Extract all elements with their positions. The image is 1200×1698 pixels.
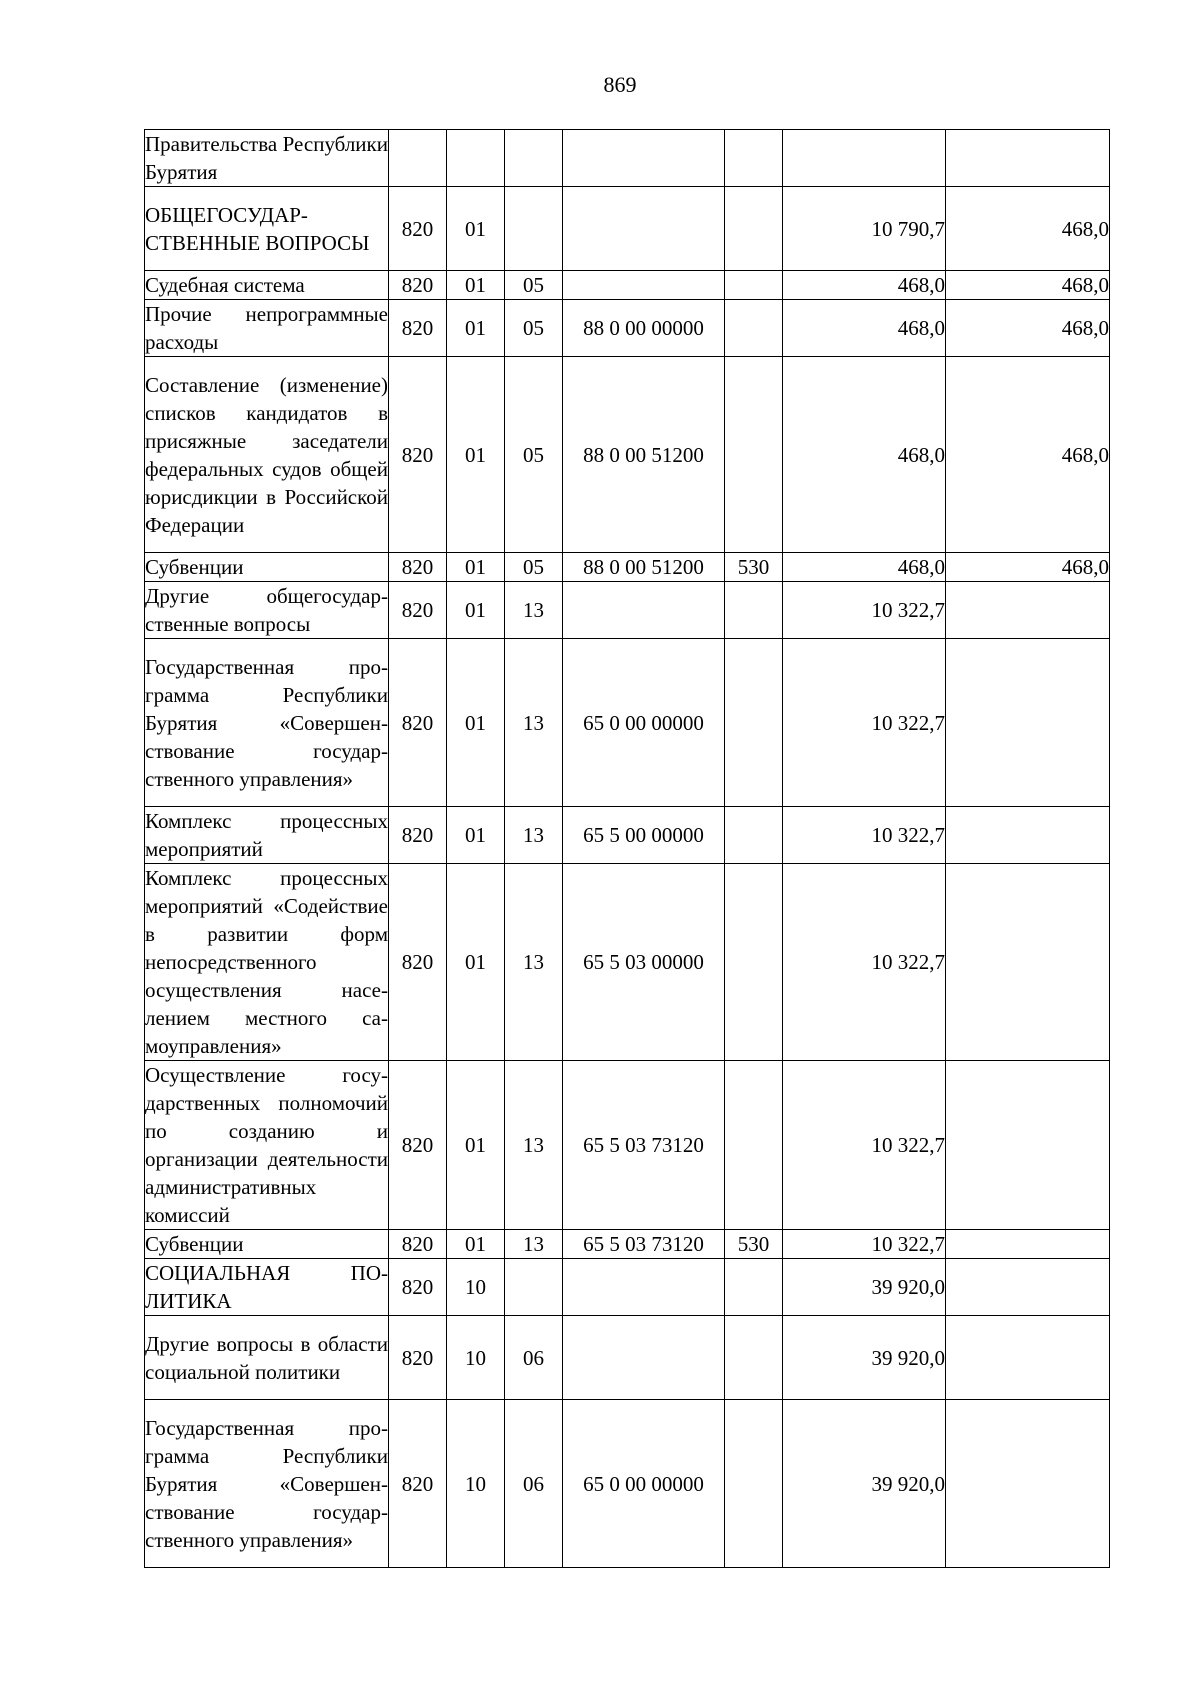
cell-subsection [505,187,563,271]
cell-subsection: 13 [505,639,563,807]
cell-amount-2 [946,1259,1110,1316]
cell-admin: 820 [389,864,447,1061]
cell-admin: 820 [389,1061,447,1230]
cell-amount-1: 39 920,0 [783,1316,946,1400]
cell-subsection: 05 [505,271,563,300]
cell-amount-2 [946,582,1110,639]
cell-amount-1: 10 322,7 [783,864,946,1061]
cell-expense-type [725,187,783,271]
table-row [145,300,1110,357]
cell-amount-2 [946,864,1110,1061]
cell-admin: 820 [389,807,447,864]
cell-section [447,130,505,187]
cell-subsection: 05 [505,553,563,582]
page-number: 869 [603,72,637,97]
cell-expense-type: 530 [725,553,783,582]
cell-target-article [563,187,725,271]
row-name: Осуществление государственных полномочий по созданию и организации деятельности административных комиссий [145,1061,389,1230]
cell-expense-type: 530 [725,1230,783,1259]
cell-section: 01 [447,639,505,807]
table-row [145,1316,1110,1400]
row-name: Прочие непрограммные расходы [145,300,389,357]
cell-admin: 820 [389,1316,447,1400]
row-name: Государственная программа Республики Бурятия «Совершенствование государственного управления» [145,639,389,807]
cell-admin: 820 [389,582,447,639]
cell-amount-2 [946,1230,1110,1259]
cell-admin: 820 [389,357,447,553]
cell-target-article [563,1316,725,1400]
cell-amount-2 [946,1316,1110,1400]
table-row [145,639,1110,807]
cell-admin [389,130,447,187]
cell-expense-type [725,357,783,553]
cell-amount-1: 10 322,7 [783,1230,946,1259]
cell-amount-1: 10 322,7 [783,807,946,864]
table-row [145,1400,1110,1568]
cell-amount-2: 468,0 [946,553,1110,582]
cell-amount-2 [946,1400,1110,1568]
cell-admin: 820 [389,1230,447,1259]
cell-expense-type [725,1316,783,1400]
cell-subsection: 13 [505,1061,563,1230]
cell-target-article: 65 0 00 00000 [563,639,725,807]
cell-target-article [563,130,725,187]
cell-subsection [505,130,563,187]
row-name: Государственная программа Республики Бурятия «Совершенствование государственного управления» [145,1400,389,1568]
cell-section: 01 [447,807,505,864]
row-name: Субвенции [145,553,389,582]
cell-expense-type [725,807,783,864]
cell-amount-2 [946,639,1110,807]
cell-expense-type [725,271,783,300]
cell-expense-type [725,1061,783,1230]
row-name: Другие вопросы в области социальной политики [145,1316,389,1400]
cell-admin: 820 [389,1400,447,1568]
table-row [145,187,1110,271]
row-name: Комплекс процессных мероприятий «Содействие в развитии форм непосредственного осуществления населением местного самоуправления» [145,864,389,1061]
row-name: ОБЩЕГОСУДАРСТВЕННЫЕ ВОПРОСЫ [145,187,389,271]
cell-target-article: 65 5 03 73120 [563,1061,725,1230]
cell-section: 10 [447,1400,505,1568]
cell-section: 01 [447,1230,505,1259]
cell-expense-type [725,1259,783,1316]
table-row [145,1230,1110,1259]
row-name: Субвенции [145,1230,389,1259]
cell-amount-1: 10 322,7 [783,639,946,807]
table-row [145,130,1110,187]
cell-amount-1: 468,0 [783,271,946,300]
table-row [145,807,1110,864]
cell-amount-2: 468,0 [946,300,1110,357]
cell-subsection: 05 [505,300,563,357]
cell-amount-1: 39 920,0 [783,1400,946,1568]
cell-expense-type [725,639,783,807]
cell-section: 10 [447,1316,505,1400]
cell-section: 01 [447,1061,505,1230]
cell-amount-1 [783,130,946,187]
cell-amount-1: 468,0 [783,553,946,582]
cell-subsection [505,1259,563,1316]
cell-subsection: 06 [505,1400,563,1568]
cell-subsection: 06 [505,1316,563,1400]
row-name: СОЦИАЛЬНАЯ ПОЛИТИКА [145,1259,389,1316]
cell-target-article: 88 0 00 00000 [563,300,725,357]
cell-admin: 820 [389,187,447,271]
cell-amount-2: 468,0 [946,271,1110,300]
cell-section: 01 [447,271,505,300]
cell-subsection: 13 [505,582,563,639]
cell-target-article: 88 0 00 51200 [563,553,725,582]
table-row [145,582,1110,639]
cell-subsection: 13 [505,1230,563,1259]
cell-subsection: 05 [505,357,563,553]
cell-amount-2 [946,130,1110,187]
cell-admin: 820 [389,271,447,300]
cell-section: 01 [447,864,505,1061]
cell-amount-1: 468,0 [783,357,946,553]
cell-amount-1: 468,0 [783,300,946,357]
row-name: Комплекс процессных мероприятий [145,807,389,864]
cell-amount-1: 10 322,7 [783,582,946,639]
cell-subsection: 13 [505,807,563,864]
cell-expense-type [725,864,783,1061]
table-row [145,1259,1110,1316]
cell-amount-1: 39 920,0 [783,1259,946,1316]
cell-section: 01 [447,582,505,639]
cell-section: 01 [447,187,505,271]
cell-amount-2 [946,807,1110,864]
table-row [145,553,1110,582]
cell-subsection: 13 [505,864,563,1061]
row-name: Составление (изменение) списков кандидатов в присяжные заседатели федеральных судов общей юрисдикции в Российской Федерации [145,357,389,553]
table-row [145,271,1110,300]
cell-amount-1: 10 790,7 [783,187,946,271]
cell-expense-type [725,1400,783,1568]
cell-amount-2: 468,0 [946,187,1110,271]
budget-table [144,129,1110,1568]
cell-amount-2 [946,1061,1110,1230]
row-name: Правительства Республики Бурятия [145,130,389,187]
cell-target-article [563,582,725,639]
cell-target-article: 88 0 00 51200 [563,357,725,553]
cell-target-article [563,271,725,300]
cell-amount-2: 468,0 [946,357,1110,553]
cell-expense-type [725,582,783,639]
cell-amount-1: 10 322,7 [783,1061,946,1230]
cell-admin: 820 [389,639,447,807]
cell-section: 01 [447,300,505,357]
cell-section: 10 [447,1259,505,1316]
cell-expense-type [725,300,783,357]
cell-admin: 820 [389,553,447,582]
cell-target-article: 65 5 00 00000 [563,807,725,864]
cell-target-article: 65 5 03 73120 [563,1230,725,1259]
cell-target-article: 65 5 03 00000 [563,864,725,1061]
cell-section: 01 [447,357,505,553]
cell-admin: 820 [389,300,447,357]
cell-target-article: 65 0 00 00000 [563,1400,725,1568]
table-row [145,864,1110,1061]
row-name: Другие общегосударственные вопросы [145,582,389,639]
cell-section: 01 [447,553,505,582]
cell-target-article [563,1259,725,1316]
cell-expense-type [725,130,783,187]
cell-admin: 820 [389,1259,447,1316]
table-body [145,130,1110,1568]
row-name: Судебная система [145,271,389,300]
table-row [145,1061,1110,1230]
table-row [145,357,1110,553]
